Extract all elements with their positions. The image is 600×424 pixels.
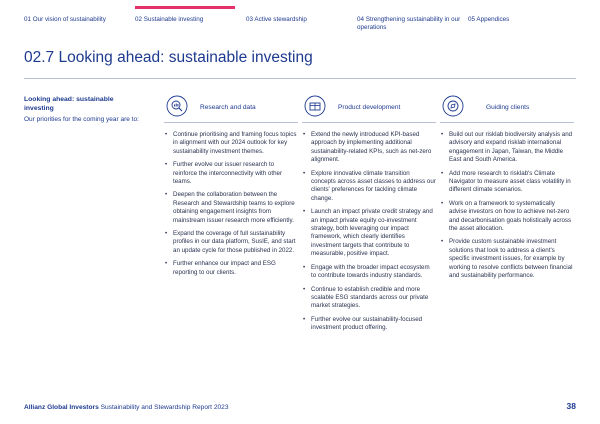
nav-item-operations[interactable]: 04 Strengthening sustainability in our operations: [357, 16, 461, 31]
nav-item-sustainable-investing[interactable]: 02 Sustainable investing: [135, 6, 235, 36]
list-item: • Continue to establish credible and more scalable ESG standards across our private market strategies.: [302, 286, 436, 311]
list-item: • Provide custom sustainable investment solutions that look to address a client's specific investment issues, for example by working to resolve conflicts between financial and sustainability performance.: [440, 238, 574, 280]
nav-item-appendices[interactable]: 05 Appendices: [468, 16, 510, 23]
list-item: • Further evolve our issuer research to reinforce the interconnectivity with other teams.: [164, 161, 298, 186]
bullet-list: [440, 131, 574, 281]
product-development-icon: [304, 95, 326, 117]
list-item: • Add more research to risklab's Climate Navigator to measure asset class volatility in different climate scenarios.: [440, 170, 574, 195]
list-item: • Launch an impact private credit strategy and an impact private equity co-investment strategy, both leveraging our impact framework, which clearly identifies investment targets that contribute to measurable, positive impact.: [302, 208, 436, 258]
list-item: • Continue prioritising and framing focus topics in alignment with our 2024 outlook for key sustainability investment themes.: [164, 131, 298, 156]
footer-report-title: Sustainability and Stewardship Report 2023: [100, 404, 229, 411]
list-item: • Build out our risklab biodiversity analysis and advisory and expand risklab international engagement in Japan, Taiwan, the Middle East and South America.: [440, 131, 574, 165]
footer-brand: Allianz Global Investors: [24, 404, 99, 411]
list-item: • Work on a framework to systematically advise investors on how to achieve net-zero and decarbonisation goals holistically across the asset allocation.: [440, 200, 574, 234]
column-title: Guiding clients: [486, 104, 530, 111]
list-item: • Explore innovative climate transition concepts across asset classes to address our clients' preferences for tackling climate change.: [302, 170, 436, 204]
column-title: Research and data: [200, 104, 256, 111]
list-item: • Further evolve our sustainability-focused investment product offering.: [302, 316, 436, 333]
nav-item-active-stewardship[interactable]: 03 Active stewardship: [246, 16, 307, 23]
list-item: • Further enhance our impact and ESG reporting to our clients.: [164, 260, 298, 277]
column-research-data: [164, 95, 298, 282]
research-data-icon: [166, 95, 188, 117]
intro-heading: Looking ahead: sustainable investing: [24, 96, 114, 112]
guiding-clients-icon: [442, 95, 464, 117]
intro-subheading: Our priorities for the coming year are to:: [24, 116, 139, 123]
bullet-list: [302, 131, 436, 333]
list-item: • Deepen the collaboration between the Research and Stewardship teams to explore obtaining engagement insights from mainstream issuer research more efficiently.: [164, 191, 298, 225]
footer: [24, 404, 229, 411]
top-navigation: [24, 6, 576, 36]
bullet-list: [164, 131, 298, 277]
column-title: Product development: [338, 104, 401, 111]
list-item: • Engage with the broader impact ecosystem to contribute towards industry standards.: [302, 264, 436, 281]
column-header: [302, 95, 436, 123]
page-number: 38: [566, 401, 576, 411]
column-header: [440, 95, 574, 123]
title-divider: [24, 78, 576, 79]
page-title: 02.7 Looking ahead: sustainable investing: [24, 49, 313, 66]
list-item: • Expand the coverage of full sustainability profiles in our data platform, SusIE, and start an update cycle for those published in 2022.: [164, 230, 298, 255]
column-guiding-clients: [440, 95, 574, 286]
column-header: [164, 95, 298, 123]
nav-item-vision[interactable]: 01 Our vision of sustainability: [24, 16, 106, 23]
list-item: • Extend the newly introduced KPI-based approach by implementing additional sustainability-related KPIs, such as net-zero alignment.: [302, 131, 436, 165]
column-product-development: [302, 95, 436, 338]
